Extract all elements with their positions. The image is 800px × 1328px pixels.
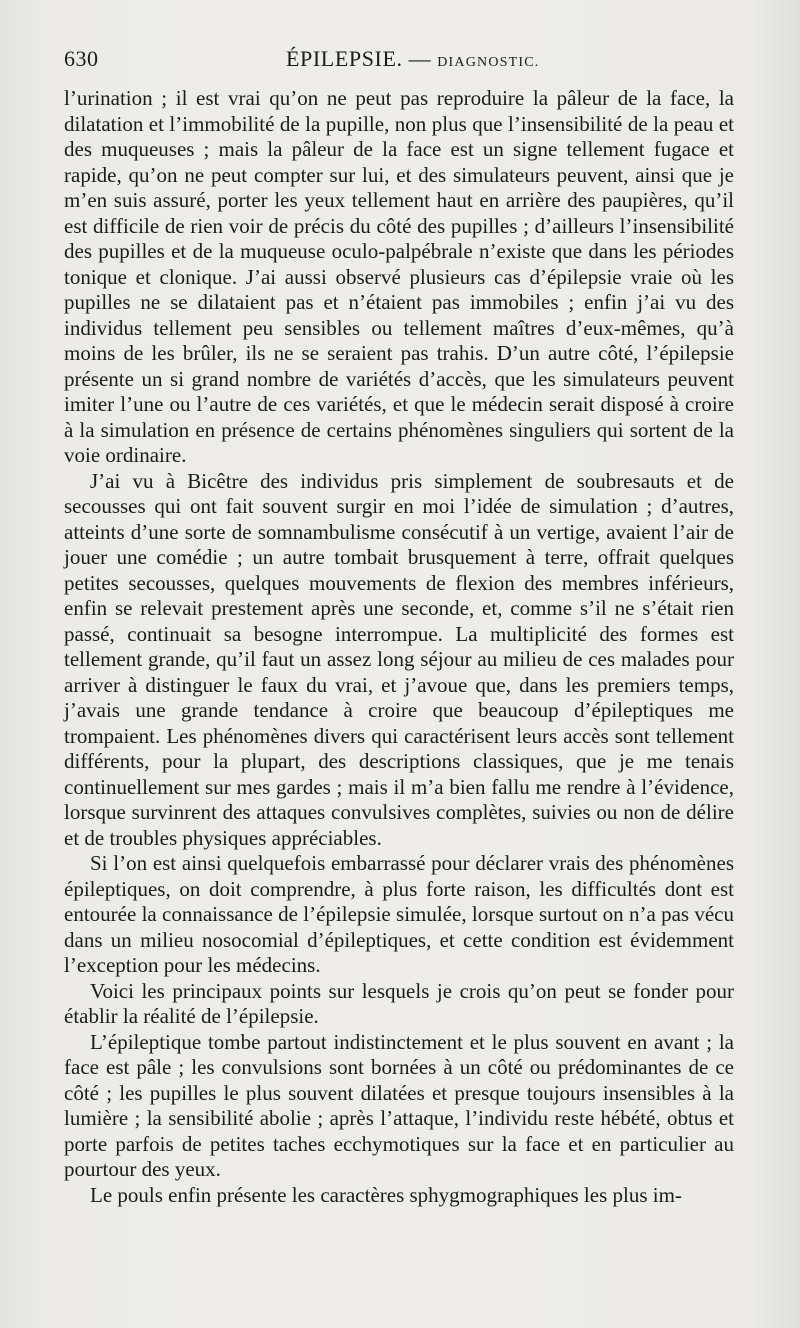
page-number: 630 xyxy=(64,46,99,71)
running-header xyxy=(64,46,734,80)
paragraph-3: Si l’on est ainsi quelquefois embarrassé pour déclarer vrais des phénomènes épileptiques, on doit comprendre, à plus forte raison, les difficultés dont est entourée la connaissance de l’épilepsie simulée, lorsque surtout on n’a pas vécu dans un milieu nosocomial d’épileptiques, et cette condition est évidemment l’exception pour les médecins. xyxy=(64,851,734,977)
paragraph-1: l’urination ; il est vrai qu’on ne peut pas reproduire la pâleur de la face, la dilatation et l’immobilité de la pupille, non plus que l’insensibilité de la peau et des muqueuses ; mais la pâleur de la face est un signe tellement fugace et rapide, qu’on ne peut compter sur lui, et des simulateurs peuvent, ainsi que je m’en suis assuré, porter les yeux tellement haut en arrière des paupières, qu’il est difficile de rien voir de précis du côté des pupilles ; d’ailleurs l’insensibilité des pupilles et de la muqueuse oculo-palpébrale n’existe que dans les périodes tonique et clonique. J’ai aussi observé plusieurs cas d’épilepsie vraie où les pupilles ne se dilataient pas et n’étaient pas immobiles ; enfin j’ai vu des individus tellement peu sensibles ou tellement maîtres d’eux-mêmes, qu’à moins de les brûler, ils ne se seraient pas trahis. D’un autre côté, l’épilepsie présente un si grand nombre de variétés d’accès, que les simulateurs peuvent imiter l’une ou l’autre de ces variétés, et que le médecin serait disposé à croire à la simulation en présence de certains phénomènes singuliers qui sortent de la voie ordinaire. xyxy=(64,86,734,467)
section-subtitle: DIAGNOSTIC. xyxy=(437,55,540,70)
title-separator: — xyxy=(408,46,432,71)
paragraph-5: L’épileptique tombe partout indistinctement et le plus souvent en avant ; la face est pâle ; les convulsions sont bornées à un côté ou prédominantes de ce côté ; les pupilles le plus souvent dilatées et presque toujours insensibles à la lumière ; la sensibilité abolie ; après l’attaque, l’individu reste hébété, obtus et porte parfois de petites taches ecchymotiques sur la face et en particulier au pourtour des yeux. xyxy=(64,1029,734,1181)
paragraph-2: J’ai vu à Bicêtre des individus pris simplement de soubresauts et de secousses qui ont fait souvent surgir en moi l’idée de simulation ; d’autres, atteints d’une sorte de somnambulisme consécutif à un vertige, avaient l’air de jouer une comédie ; un autre tombait brusquement à terre, offrait quelques petites secousses, quelques mouvements de flexion des membres inférieurs, enfin se relevait prestement après une seconde, et, comme s’il ne s’était rien passé, continuait sa besogne interrompue. La multiplicité des formes est tellement grande, qu’il faut un assez long séjour au milieu de ces malades pour arriver à distinguer le faux du vrai, et j’avoue que, dans les premiers temps, j’avais une grande tendance à croire que beaucoup d’épileptiques me trompaient. Les phénomènes divers qui caractérisent leurs accès sont tellement différents, pour la plupart, des descriptions classiques, que je me tenais continuellement sur mes gardes ; mais il m’a bien fallu me rendre à l’évidence, lorsque survinrent des attaques convulsives complètes, suivies ou non de délire et de troubles physiques appréciables. xyxy=(64,468,734,850)
running-title xyxy=(286,46,540,72)
paragraph-4: Voici les principaux points sur lesquels je crois qu’on peut se fonder pour établir la réalité de l’épilepsie. xyxy=(64,978,734,1028)
body-text xyxy=(64,86,734,1208)
paragraph-6: Le pouls enfin présente les caractères sphygmographiques les plus im- xyxy=(90,1182,682,1207)
chapter-title: ÉPILEPSIE. xyxy=(286,46,403,71)
